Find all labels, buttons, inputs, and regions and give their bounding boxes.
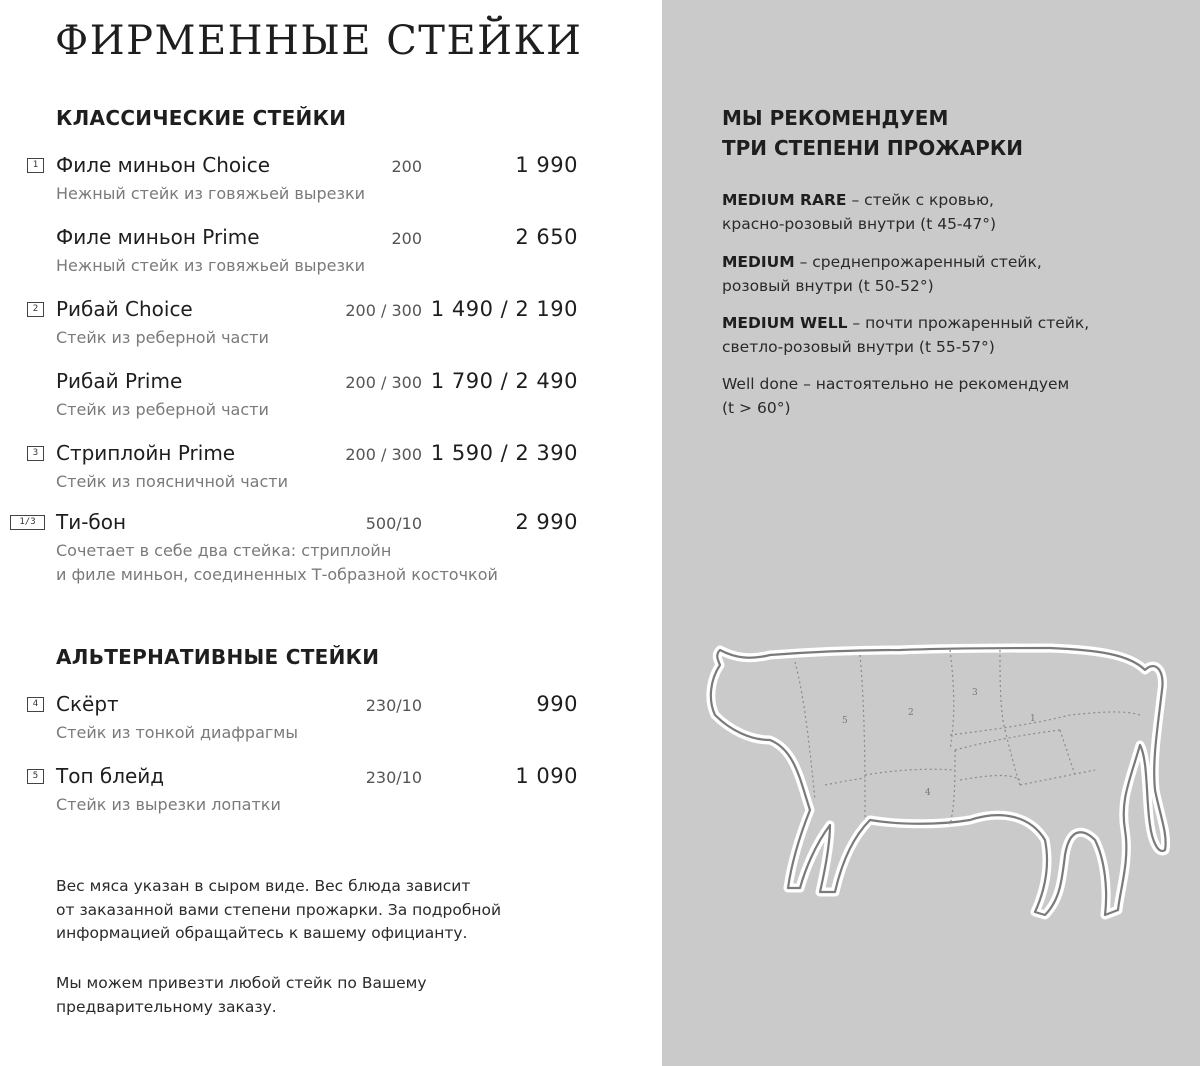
- doneness-text-line-2: розовый внутри (t 50-52°): [722, 276, 934, 295]
- doneness-label: MEDIUM RARE: [722, 191, 847, 209]
- section-title-alternative: АЛЬТЕРНАТИВНЫЕ СТЕЙКИ: [56, 645, 380, 669]
- doneness-medium-rare: [722, 189, 996, 236]
- item-price: 2 990: [515, 510, 578, 534]
- item-weight: 200 / 300: [345, 301, 422, 320]
- doneness-label: MEDIUM WELL: [722, 314, 848, 332]
- cut-badge: 2: [27, 302, 44, 317]
- item-weight: 200: [391, 229, 422, 248]
- item-name: Стриплойн Prime: [56, 441, 236, 465]
- doneness-medium: [722, 251, 1042, 298]
- doneness-text: – среднепрожаренный стейк,: [794, 253, 1042, 271]
- cut-number-2: 2: [908, 708, 914, 718]
- item-name: Филе миньон Choice: [56, 153, 271, 177]
- item-description: Нежный стейк из говяжьей вырезки: [56, 184, 366, 203]
- cut-badge: 3: [27, 446, 44, 461]
- cut-numbers: [842, 688, 1036, 798]
- item-price: 2 650: [515, 225, 578, 249]
- item-name: Ти-бон: [56, 510, 127, 534]
- doneness-text-line-2: красно-розовый внутри (t 45-47°): [722, 214, 997, 233]
- item-price: 1 490 / 2 190: [430, 297, 578, 321]
- recommendation-title-line: ТРИ СТЕПЕНИ ПРОЖАРКИ: [722, 136, 1023, 160]
- note-line: информацией обращайтесь к вашему официанту.: [56, 924, 468, 942]
- item-description: Стейк из реберной части: [56, 400, 269, 419]
- item-description: Стейк из поясничной части: [56, 472, 288, 491]
- item-weight: 200 / 300: [345, 445, 422, 464]
- item-description: Стейк из реберной части: [56, 328, 269, 347]
- item-name: Филе миньон Prime: [56, 225, 260, 249]
- doneness-well-done: [722, 373, 1069, 420]
- weight-note: [56, 875, 501, 946]
- item-weight: 200 / 300: [345, 373, 422, 392]
- doneness-text: – стейк с кровью,: [846, 191, 994, 209]
- cut-badge: 1/3: [10, 515, 45, 530]
- cut-number-5: 5: [842, 716, 848, 726]
- item-price: 1 790 / 2 490: [430, 369, 578, 393]
- cut-badge: 1: [27, 158, 44, 173]
- item-description: Стейк из тонкой диафрагмы: [56, 723, 298, 742]
- page-title: ФИРМЕННЫЕ СТЕЙКИ: [55, 18, 583, 64]
- cow-cuts-diagram: [700, 630, 1180, 930]
- doneness-text: – почти прожаренный стейк,: [847, 314, 1090, 332]
- doneness-text-line-2: (t > 60°): [722, 398, 791, 417]
- doneness-label: MEDIUM: [722, 253, 795, 271]
- doneness-text-line-2: светло-розовый внутри (t 55-57°): [722, 337, 995, 356]
- cow-outline: [711, 648, 1166, 915]
- item-name: Скёрт: [56, 692, 119, 716]
- item-description: Стейк из вырезки лопатки: [56, 795, 281, 814]
- doneness-medium-well: [722, 312, 1089, 359]
- recommendation-title-line: МЫ РЕКОМЕНДУЕМ: [722, 106, 949, 130]
- item-price: 1 090: [515, 764, 578, 788]
- item-description: Сочетает в себе два стейка: стриплойн: [56, 541, 392, 560]
- item-weight: 230/10: [365, 696, 422, 715]
- note-line: Вес мяса указан в сыром виде. Вес блюда зависит: [56, 877, 471, 895]
- cut-number-4: 4: [925, 788, 931, 798]
- item-name: Рибай Choice: [56, 297, 193, 321]
- cut-number-1: 1: [1030, 714, 1036, 724]
- section-title-classic: КЛАССИЧЕСКИЕ СТЕЙКИ: [56, 106, 347, 130]
- item-weight: 200: [391, 157, 422, 176]
- cut-number-3: 3: [972, 688, 978, 698]
- item-weight: 230/10: [365, 768, 422, 787]
- note-line: Мы можем привезти любой стейк по Вашему: [56, 974, 427, 992]
- item-price: 1 590 / 2 390: [430, 441, 578, 465]
- item-description: Нежный стейк из говяжьей вырезки: [56, 256, 366, 275]
- item-description-line-2: и филе миньон, соединенных Т-образной косточкой: [56, 565, 498, 584]
- note-line: от заказанной вами степени прожарки. За подробной: [56, 900, 502, 919]
- note-line: предварительному заказу.: [56, 997, 277, 1016]
- cut-badge: 4: [27, 697, 44, 712]
- recommendation-title: [722, 103, 1023, 163]
- cut-lines: [795, 650, 1140, 825]
- item-name: Рибай Prime: [56, 369, 183, 393]
- cow-outline-halo: [711, 648, 1166, 915]
- item-price: 990: [536, 692, 578, 716]
- item-price: 1 990: [515, 153, 578, 177]
- doneness-text: Well done – настоятельно не рекомендуем: [722, 375, 1070, 393]
- cut-badge: 5: [27, 769, 44, 784]
- order-note: [56, 972, 427, 1019]
- item-weight: 500/10: [365, 514, 422, 533]
- item-name: Топ блейд: [56, 764, 165, 788]
